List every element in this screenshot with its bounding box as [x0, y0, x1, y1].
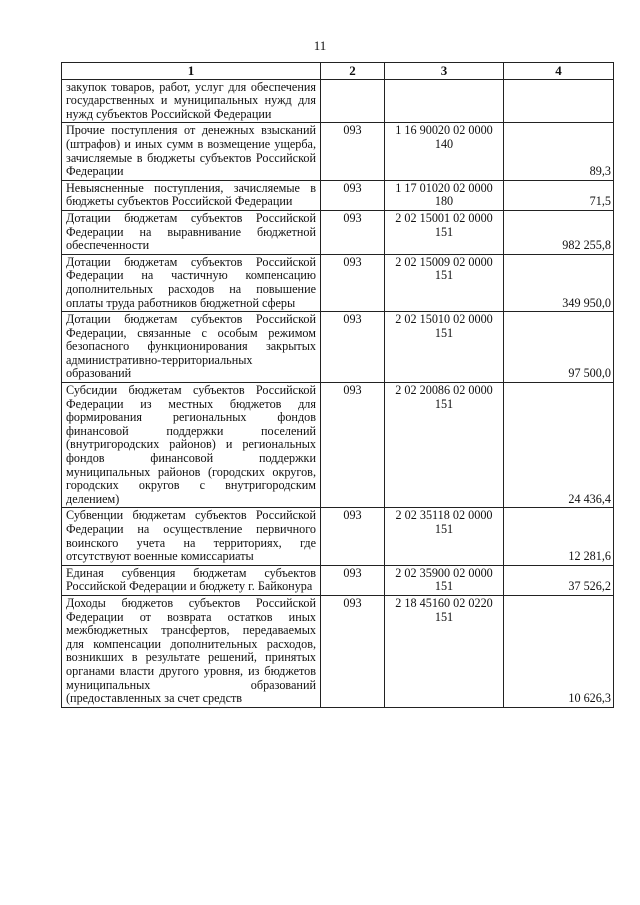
row-classification-code: 2 02 15009 02 0000 151	[385, 254, 504, 311]
row-classification-code	[385, 79, 504, 123]
row-admin-code	[321, 79, 385, 123]
row-admin-code: 093	[321, 210, 385, 254]
table-row	[62, 254, 614, 311]
page-number: 11	[313, 38, 327, 53]
row-name: Дотации бюджетам субъектов Российской Федерации, связанные с особым режимом безопасного функционирования закрытых административно-территориальных образований	[62, 312, 321, 383]
column-header: 1	[62, 63, 321, 80]
row-classification-code: 1 17 01020 02 0000 180	[385, 180, 504, 210]
row-admin-code: 093	[321, 565, 385, 595]
table-row	[62, 210, 614, 254]
row-amount: 982 255,8	[504, 210, 614, 254]
row-admin-code: 093	[321, 383, 385, 508]
row-amount: 71,5	[504, 180, 614, 210]
table-row	[62, 180, 614, 210]
row-name: Доходы бюджетов субъектов Российской Федерации от возврата остатков иных межбюджетных трансфертов, передаваемых для компенсации дополнительных расходов, возникших в результате решений, принятых органами власти другого уровня, из бюджетов муниципальных образований (предоставленных за счет средств	[62, 595, 321, 707]
row-name: Дотации бюджетам субъектов Российской Федерации на частичную компенсацию дополнительных расходов на повышение оплаты труда работников бюджетной сферы	[62, 254, 321, 311]
row-name: Невыясненные поступления, зачисляемые в бюджеты субъектов Российской Федерации	[62, 180, 321, 210]
row-classification-code: 1 16 90020 02 0000 140	[385, 123, 504, 180]
row-amount: 349 950,0	[504, 254, 614, 311]
row-classification-code: 2 02 15010 02 0000 151	[385, 312, 504, 383]
row-classification-code: 2 02 35900 02 0000 151	[385, 565, 504, 595]
column-header: 3	[385, 63, 504, 80]
table-row	[62, 383, 614, 508]
table-row	[62, 508, 614, 565]
row-admin-code: 093	[321, 312, 385, 383]
row-name: Единая субвенция бюджетам субъектов Российской Федерации и бюджету г. Байконура	[62, 565, 321, 595]
row-classification-code: 2 02 35118 02 0000 151	[385, 508, 504, 565]
table-header-row	[62, 63, 614, 80]
table-row	[62, 565, 614, 595]
row-name: Субвенции бюджетам субъектов Российской Федерации на осуществление первичного воинского учета на территориях, где отсутствуют военные комиссариаты	[62, 508, 321, 565]
row-admin-code: 093	[321, 595, 385, 707]
row-classification-code: 2 18 45160 02 0220 151	[385, 595, 504, 707]
table-row	[62, 312, 614, 383]
row-classification-code: 2 02 20086 02 0000 151	[385, 383, 504, 508]
table-row	[62, 123, 614, 180]
row-name: Субсидии бюджетам субъектов Российской Федерации из местных бюджетов для формирования региональных фондов финансовой поддержки поселений (внутригородских районов) и региональных фондов финансовой поддержки муниципальных районов (городских округов, городских округов с внутригородским делением)	[62, 383, 321, 508]
row-name: Прочие поступления от денежных взысканий (штрафов) и иных сумм в возмещение ущерба, зачисляемые в бюджеты субъектов Российской Федерации	[62, 123, 321, 180]
row-amount: 89,3	[504, 123, 614, 180]
row-admin-code: 093	[321, 254, 385, 311]
row-classification-code: 2 02 15001 02 0000 151	[385, 210, 504, 254]
row-amount: 97 500,0	[504, 312, 614, 383]
row-amount: 24 436,4	[504, 383, 614, 508]
table-row	[62, 79, 614, 123]
table-row	[62, 595, 614, 707]
row-admin-code: 093	[321, 123, 385, 180]
row-amount: 10 626,3	[504, 595, 614, 707]
row-amount	[504, 79, 614, 123]
column-header: 4	[504, 63, 614, 80]
row-admin-code: 093	[321, 180, 385, 210]
revenue-table	[61, 62, 614, 708]
column-header: 2	[321, 63, 385, 80]
row-amount: 12 281,6	[504, 508, 614, 565]
row-name: закупок товаров, работ, услуг для обеспечения государственных и муниципальных нужд для нужд субъектов Российской Федерации	[62, 79, 321, 123]
row-name: Дотации бюджетам субъектов Российской Федерации на выравнивание бюджетной обеспеченности	[62, 210, 321, 254]
row-admin-code: 093	[321, 508, 385, 565]
row-amount: 37 526,2	[504, 565, 614, 595]
